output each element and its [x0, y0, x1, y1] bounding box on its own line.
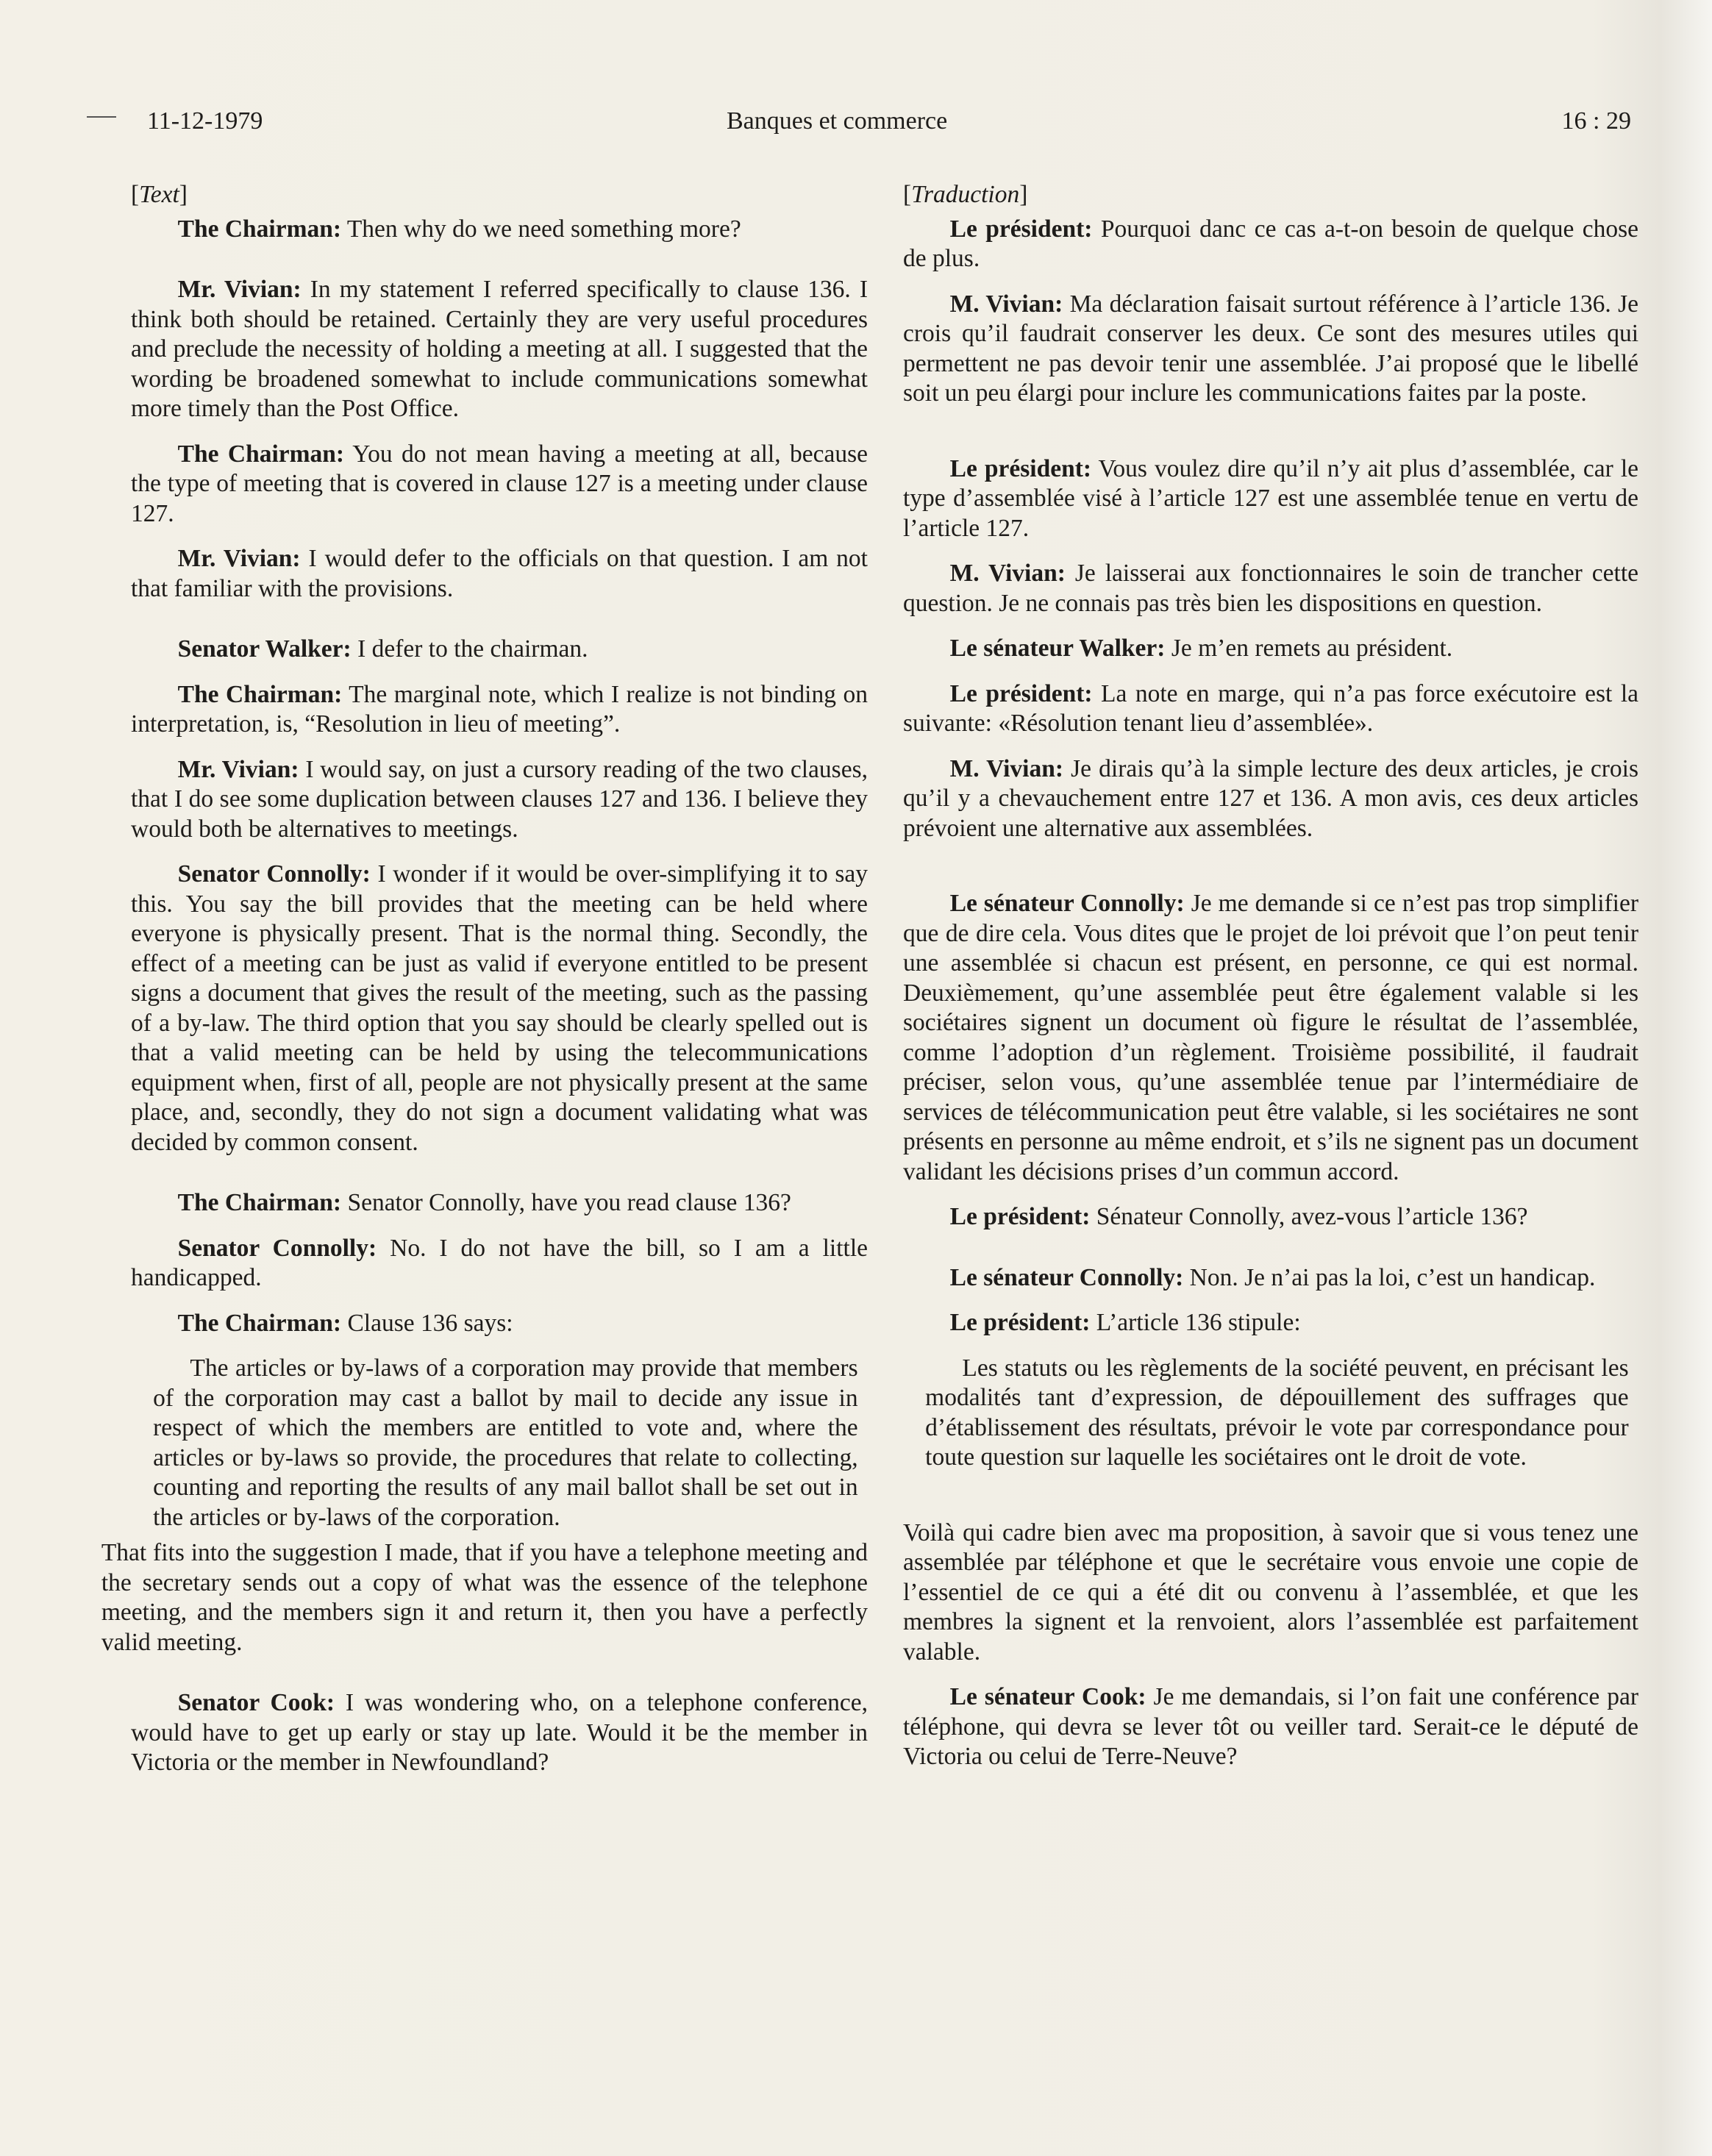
speech: Je me demande si ce n’est pas trop simplifier que de dire cela. Vous dites que le projet de loi prévoit que l’on peut tenir une assemblée si chacun est présent, en personne, ce qui est normal. Deuxièmement, qu’une assemblée peut être également valable si les sociétaires signent un document où figure le résultat de l’assemblée, comme l’adoption d’un règlement. Troisième possibilité, il faudrait préciser, selon vous, qu’une assemblée tenue par l’intermédiaire de services de télécommunication peut être valable, si les sociétaires ne sont présents en personne au même endroit, et s’ils ne signent pas un document validant les décisions prises d’un commun accord.	[903, 890, 1638, 1185]
speaker: Senator Connolly:	[177, 860, 371, 888]
speaker: The Chairman:	[177, 1189, 342, 1216]
speaker: Le président:	[949, 1309, 1091, 1336]
paragraph	[903, 679, 1638, 739]
speaker: Le président:	[949, 215, 1093, 243]
paragraph	[903, 215, 1638, 274]
paragraph	[903, 1263, 1638, 1293]
paragraph	[131, 755, 868, 845]
speech: I defer to the chairman.	[351, 635, 588, 663]
column-label-text: Text	[139, 181, 179, 208]
speaker: Mr. Vivian:	[177, 276, 302, 303]
speech: Non. Je n’ai pas la loi, c’est un handicap.	[1183, 1263, 1596, 1291]
speaker: Senator Cook:	[177, 1689, 335, 1716]
paragraph	[131, 1309, 868, 1339]
speech: Sénateur Connolly, avez-vous l’article 136?	[1090, 1203, 1528, 1230]
paragraph	[903, 559, 1638, 618]
speech: No. I do not have the bill, so I am a little handicapped.	[131, 1234, 869, 1291]
speaker: The Chairman:	[177, 680, 343, 708]
speaker: Senator Walker:	[177, 635, 352, 663]
speaker: M. Vivian:	[949, 290, 1063, 318]
column-label-text: Traduction	[911, 181, 1020, 208]
paragraph	[131, 215, 868, 245]
speech: I was wondering who, on a telephone conference, would have to get up early or stay up late. Would it be the member in Victoria or the member in Newfoundland?	[131, 1689, 869, 1776]
paragraph	[903, 889, 1638, 1187]
speech: La note en marge, qui n’a pas force exécutoire est la suivante: «Résolution tenant lieu d’assemblée».	[903, 679, 1638, 737]
paragraph	[131, 1188, 868, 1218]
french-column	[903, 180, 1638, 1788]
paragraph	[903, 290, 1638, 409]
paragraph	[903, 1202, 1638, 1232]
speaker: Le sénateur Connolly:	[949, 1263, 1184, 1291]
paragraph	[131, 1234, 868, 1293]
speech: I wonder if it would be over-simplifying it to say this. You say the bill provides that the meeting can be held where everyone is physically present. That is the normal thing. Secondly, the effect of a meeting can be just as valid if everyone entitled to be present signs a document that gives the result of the meeting, such as the passing of a by-law. The third option that you say should be clearly spelled out is that a valid meeting can be held by using the telecommunications equipment when, first of all, people are not physically present at the same place, and, secondly, they do not sign a document validating what was decided by common consent.	[131, 860, 869, 1156]
speech: Ma déclaration faisait surtout référence à l’article 136. Je crois qu’il faudrait conserver les deux. Ce sont des mesures utiles qui permettent ne pas devoir tenir une assemblée. J’ai proposé que le libellé soit un peu élargi pour inclure les communications faites par la poste.	[903, 290, 1638, 407]
speaker: Le président:	[949, 454, 1092, 482]
speaker: Senator Connolly:	[177, 1234, 377, 1262]
speaker: Le président:	[949, 679, 1093, 707]
speaker: M. Vivian:	[949, 754, 1064, 782]
english-column	[101, 180, 869, 1793]
speech: Then why do we need something more?	[341, 215, 741, 243]
speech: Je m’en remets au président.	[1165, 635, 1453, 662]
speaker: The Chairman:	[177, 1309, 342, 1337]
paragraph	[131, 680, 868, 740]
paragraph	[131, 544, 868, 604]
speech: Je me demandais, si l’on fait une conférence par téléphone, qui devra se lever tôt ou veiller tard. Serait-ce le député de Victoria ou celui de Terre-Neuve?	[903, 1683, 1638, 1770]
speech: Je dirais qu’à la simple lecture des deux articles, je crois qu’il y a chevauchement entre 127 et 136. A mon avis, ces deux articles prévoient une alternative aux assemblées.	[903, 754, 1639, 842]
speech: Senator Connolly, have you read clause 136?	[341, 1189, 791, 1216]
speech: You do not mean having a meeting at all, because the type of meeting that is covered in clause 127 is a meeting under clause 127.	[131, 440, 868, 527]
paragraph	[903, 634, 1638, 664]
paragraph	[131, 275, 868, 424]
speaker: Le président:	[949, 1203, 1091, 1230]
speaker: Mr. Vivian:	[177, 755, 299, 783]
paragraph	[903, 454, 1638, 544]
speaker: The Chairman:	[177, 440, 345, 468]
header-title: Banques et commerce	[727, 107, 948, 135]
paragraph	[131, 1688, 868, 1778]
speech: I would defer to the officials on that question. I am not that familiar with the provisions.	[131, 545, 868, 602]
column-label: [Text]	[131, 181, 188, 208]
paragraph	[131, 635, 868, 665]
speech: Je laisserai aux fonctionnaires le soin de trancher cette question. Je ne connais pas très bien les dispositions en question.	[903, 560, 1638, 617]
paragraph	[903, 754, 1638, 844]
paragraph	[131, 860, 868, 1157]
column-label: [Traduction]	[903, 181, 1028, 208]
paragraph	[903, 1682, 1638, 1772]
speaker: Le sénateur Cook:	[949, 1683, 1146, 1710]
paragraph	[131, 440, 868, 529]
paragraph: That fits into the suggestion I made, that if you have a telephone meeting and the secretary sends out a copy of what was the essence of the telephone meeting, and the members sign it and return it, then you have a perfectly valid meeting.	[101, 1539, 868, 1656]
speaker: Le sénateur Walker:	[949, 635, 1166, 662]
speaker: M. Vivian:	[949, 560, 1066, 587]
speech: The marginal note, which I realize is not binding on interpretation, is, “Resolution in lieu of meeting”.	[131, 680, 868, 738]
speaker: Le sénateur Connolly:	[949, 890, 1185, 917]
speech: In my statement I referred specifically to clause 136. I think both should be retained. Certainly they are very useful procedures and preclude the necessity of holding a meeting at all. I suggested that the wording be broadened somewhat to include communications somewhat more timely than the Post Office.	[131, 276, 868, 422]
header-page-number: 16 : 29	[1561, 107, 1631, 135]
speech: L’article 136 stipule:	[1090, 1309, 1301, 1336]
paragraph: Voilà qui cadre bien avec ma proposition, à savoir que si vous tenez une assemblée par téléphone et que le secrétaire vous envoie une copie de l’essentiel de ce qui a été dit ou convenu à l’assemblée, et que les membres la signent et la renvoient, alors l’assemblée est parfaitement valable.	[903, 1518, 1638, 1666]
speech: Clause 136 says:	[341, 1309, 513, 1337]
speech: Pourquoi danc ce cas a-t-on besoin de quelque chose de plus.	[903, 215, 1639, 272]
header-date: 11-12-1979	[147, 107, 263, 135]
speech: I would say, on just a cursory reading of the two clauses, that I do see some duplication between clauses 127 and 136. I believe they would both be alternatives to meetings.	[131, 755, 868, 843]
quoted-clause: Les statuts ou les règlements de la société peuvent, en précisant les modalités tant d’expression, de dépouillement des suffrages que d’établissement des résultats, prévoir le vote par correspondance pour toute question sur laquelle les sociétaires ont le droit de vote.	[925, 1354, 1629, 1471]
paragraph	[903, 1308, 1638, 1338]
page-header	[0, 107, 1655, 144]
quoted-clause: The articles or by-laws of a corporation may provide that members of the corporation may cast a ballot by mail to decide any issue in respect of which the members are entitled to vote and, where the articles or by-laws so provide, the procedures that relate to collecting, counting and reporting the results of any mail ballot shall be set out in the articles or by-laws of the corporation.	[153, 1354, 858, 1531]
speaker: Mr. Vivian:	[177, 545, 301, 572]
speaker: The Chairman:	[177, 215, 342, 243]
speech: Vous voulez dire qu’il n’y ait plus d’assemblée, car le type d’assemblée visé à l’article 127 est une assemblée tenue en vertu de l’article 127.	[903, 454, 1638, 542]
